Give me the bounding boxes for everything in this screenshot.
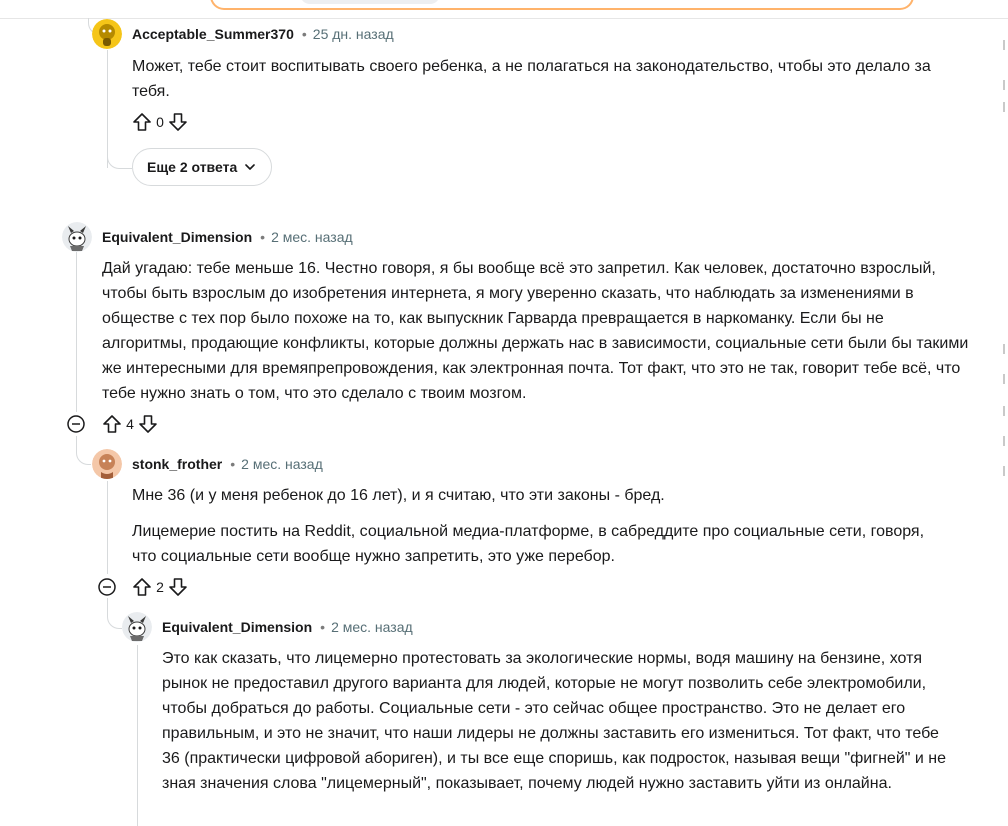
timestamp[interactable]: 2 мес. назад	[331, 619, 413, 635]
vote-score: 0	[156, 114, 164, 130]
thread-line	[76, 252, 77, 412]
arrow-down-outline-icon	[168, 112, 188, 132]
upvote-button[interactable]	[131, 575, 153, 599]
comment-paragraph: Может, тебе стоит воспитывать своего ребенка, а не полагаться на законодательство, чтобы это делало за тебя.	[132, 58, 931, 100]
comment-actions	[131, 575, 189, 599]
arrow-up-outline-icon	[102, 414, 122, 434]
comment-actions	[101, 412, 159, 436]
thread-line	[107, 50, 108, 168]
upvote-button[interactable]	[101, 412, 123, 436]
thread-line	[76, 436, 77, 444]
comment-meta	[102, 227, 353, 247]
comment-paragraph: Лицемерие постить на Reddit, социальной медиа-платформе, в сабреддите про социальные сети, говоря, что социальные сети вообще нужно запретить, это уже перебор.	[132, 523, 925, 565]
comment-body	[162, 646, 957, 796]
snoo-avatar-icon	[92, 449, 122, 479]
comment-meta	[132, 24, 394, 44]
timestamp[interactable]: 2 мес. назад	[241, 456, 323, 472]
comment-paragraph: Мне 36 (и у меня ребенок до 16 лет), и я считаю, что эти законы - бред.	[132, 487, 665, 504]
comment-body	[102, 256, 972, 406]
snoo-avatar-icon	[62, 222, 92, 252]
upvote-button[interactable]	[131, 110, 153, 134]
timestamp[interactable]: 2 мес. назад	[271, 229, 353, 245]
thread-line	[137, 645, 138, 826]
collapse-thread-button[interactable]	[66, 414, 86, 434]
more-replies-button[interactable]	[132, 148, 272, 186]
comment-meta	[162, 617, 413, 637]
vote-score: 2	[156, 579, 164, 595]
top-header	[0, 0, 1008, 19]
author-link[interactable]: Equivalent_Dimension	[162, 619, 313, 635]
downvote-button[interactable]	[167, 575, 189, 599]
thread-connector	[76, 444, 91, 465]
meta-separator: •	[230, 456, 236, 472]
thread-line	[107, 481, 108, 574]
thread-connector	[107, 606, 122, 629]
comment-actions	[131, 110, 189, 134]
arrow-up-outline-icon	[132, 577, 152, 597]
comment-paragraph: Дай угадаю: тебе меньше 16. Честно говоря, я бы вообще всё это запретил. Как человек, достаточно взрослый, чтобы быть взрослым до изобретения интернета, я могу уверенно сказать, что наблюдать за изменениями в обществе с тех пор было похоже на то, как выпускник Гарварда превращается в наркоманку. Если бы не алгоритмы, продающие конфликты, которые должны держать нас в зависимости, социальные сети были бы такими же интересными для времяпрепровождения, как электронная почта. Тот факт, что это не так, говорит тебе всё, что тебе нужно знать о том, что это сделало с твоим мозгом.	[102, 260, 969, 402]
scrollbar[interactable]	[1000, 18, 1008, 826]
meta-separator: •	[260, 229, 266, 245]
meta-separator: •	[301, 26, 307, 42]
snoo-avatar-icon	[122, 612, 152, 642]
arrow-down-outline-icon	[168, 577, 188, 597]
comment-meta	[132, 454, 323, 474]
minus-circle-icon	[97, 577, 117, 597]
vote-score: 4	[126, 416, 134, 432]
minus-circle-icon	[66, 414, 86, 434]
collapse-thread-button[interactable]	[97, 577, 117, 597]
timestamp[interactable]: 25 дн. назад	[312, 26, 394, 42]
downvote-button[interactable]	[167, 110, 189, 134]
author-link[interactable]: Equivalent_Dimension	[102, 229, 253, 245]
snoo-avatar-icon	[92, 19, 122, 49]
comment-paragraph: Это как сказать, что лицемерно протестовать за экологические нормы, водя машину на бензине, хотя рынок не предоставил другого варианта для людей, которые не могут позволить себе электромобили, чтобы добраться до работы. Социальные сети - это сейчас общее пространство. Это не делает его правильным, и это не значит, что наши лидеры не должны заставить его измениться. Тот факт, что тебе 36 (практически цифровой абориген), и ты все еще споришь, как подросток, называя вещи "фигней" и не зная значения слова "лицемерный", показывает, почему людей нужно заставить уйти из онлайна.	[162, 650, 946, 792]
avatar[interactable]	[122, 612, 152, 642]
search-bar-inner	[300, 0, 440, 4]
thread-connector	[107, 152, 132, 169]
avatar[interactable]	[62, 222, 92, 252]
comment-body	[132, 483, 942, 569]
author-link[interactable]: Acceptable_Summer370	[132, 26, 294, 42]
comment-body	[132, 54, 932, 104]
author-link[interactable]: stonk_frother	[132, 456, 223, 472]
avatar[interactable]	[92, 449, 122, 479]
more-replies-label: Еще 2 ответа	[147, 159, 238, 175]
chevron-down-icon	[243, 160, 257, 174]
meta-separator: •	[320, 619, 326, 635]
arrow-down-outline-icon	[138, 414, 158, 434]
avatar[interactable]	[92, 19, 122, 49]
downvote-button[interactable]	[137, 412, 159, 436]
arrow-up-outline-icon	[132, 112, 152, 132]
